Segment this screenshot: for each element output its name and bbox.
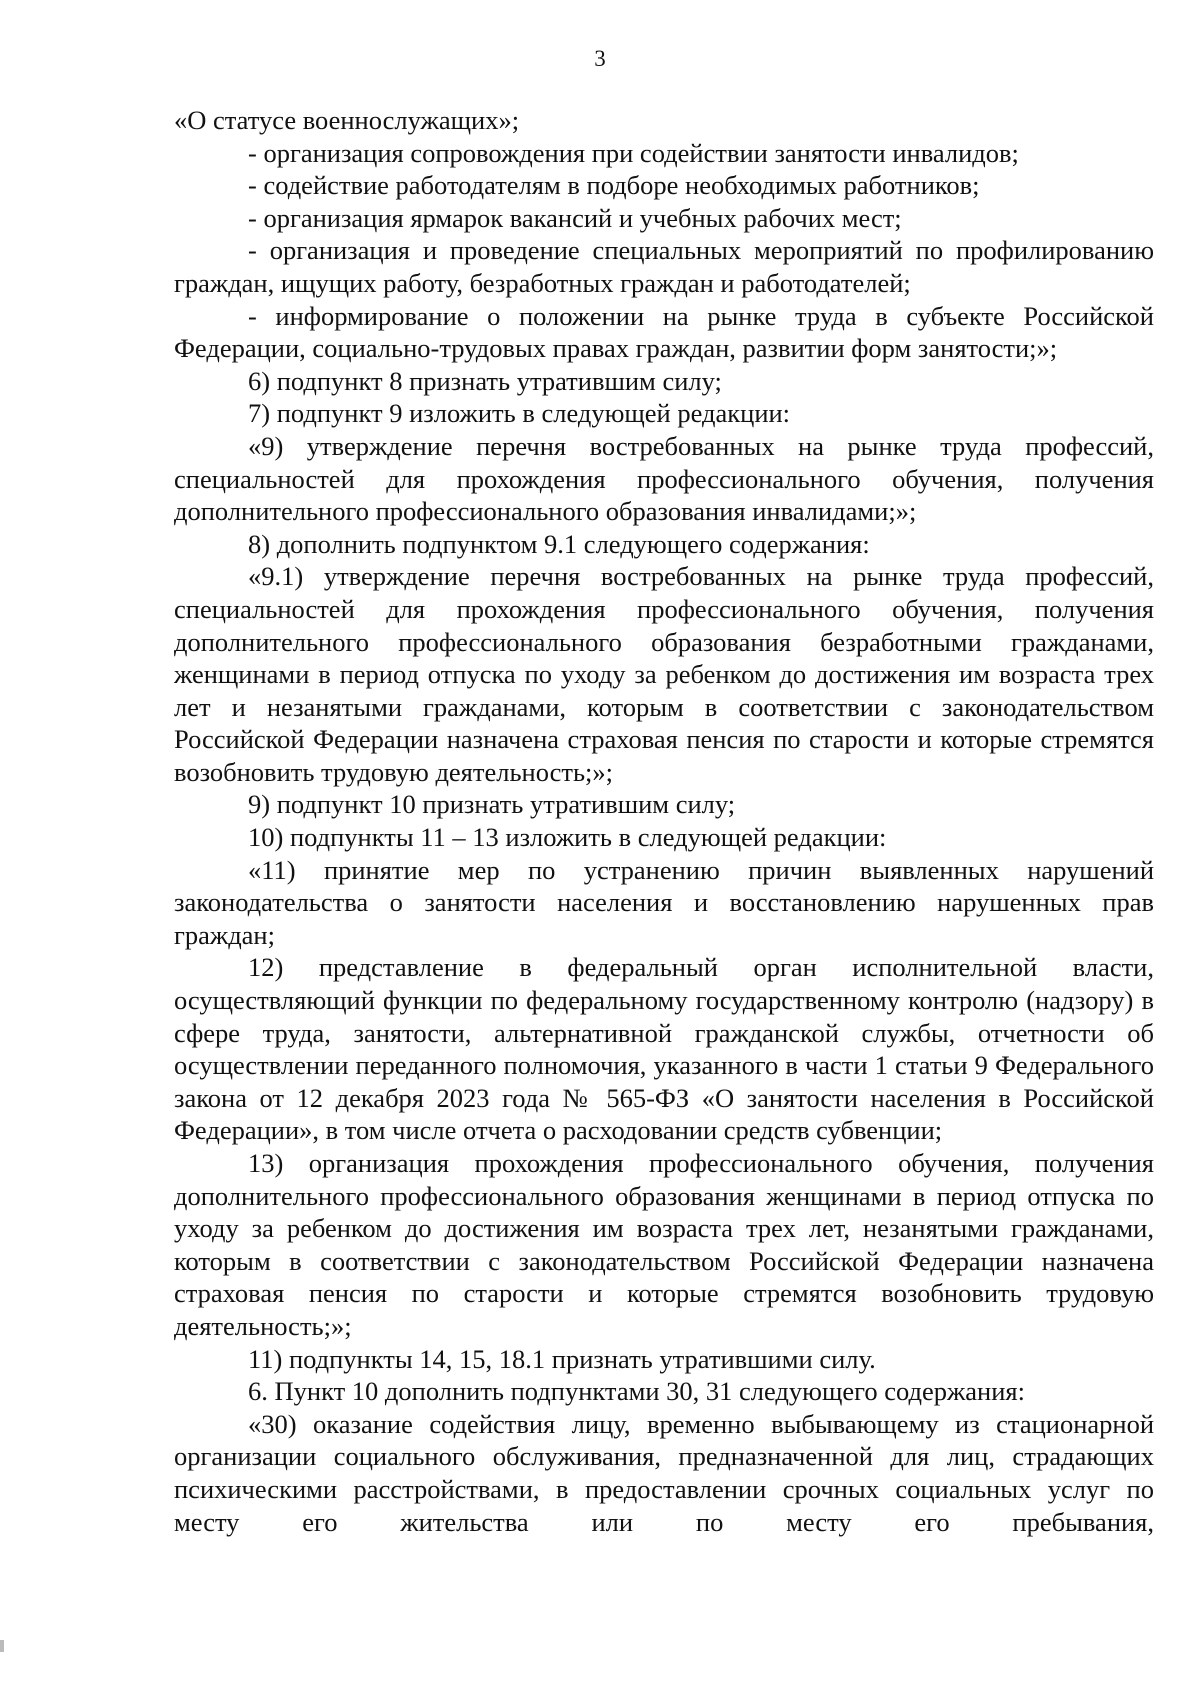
paragraph: 6) подпункт 8 признать утратившим силу; xyxy=(248,365,722,396)
page-number: 3 xyxy=(594,46,606,71)
paragraph: 6. Пункт 10 дополнить подпунктами 30, 31 следующего содержания: xyxy=(248,1376,1025,1407)
scan-edge-mark xyxy=(0,1640,4,1652)
paragraph: 10) подпункты 11 – 13 изложить в следующей редакции: xyxy=(248,822,887,853)
paragraph: 9) подпункт 10 признать утратившим силу; xyxy=(248,789,736,820)
paragraph: 7) подпункт 9 изложить в следующей редакции: xyxy=(248,398,791,429)
list-item: - организация сопровождения при содействии занятости инвалидов; xyxy=(248,137,1019,168)
paragraph: 8) дополнить подпунктом 9.1 следующего содержания: xyxy=(248,528,870,559)
list-item: - содействие работодателям в подборе необходимых работников; xyxy=(248,170,980,201)
paragraph: «11) принятие мер по устранению причин выявленных нарушений законодательства о занятости населения и восстановлению нарушенных прав граждан; xyxy=(174,854,1154,950)
list-item: - информирование о положении на рынке труда в субъекте Российской Федерации, социально-трудовых правах граждан, развитии форм занятости;»; xyxy=(174,300,1154,364)
list-item: - организация ярмарок вакансий и учебных рабочих мест; xyxy=(248,202,902,233)
paragraph: «9) утверждение перечня востребованных на рынке труда профессий, специальностей для прохождения профессионального обучения, получения дополнительного профессионального образования инвалидами;»; xyxy=(174,430,1154,527)
paragraph: «9.1) утверждение перечня востребованных на рынке труда профессий, специальностей для прохождения профессионального обучения, получения дополнительного профессионального образования безработными гражданами, женщинами в период отпуска по уходу за ребенком до достижения им возраста трех лет и незанятыми гражданами, которым в соответствии с законодательством Российской Федерации назначена страховая пенсия по старости и которые стремятся возобновить трудовую деятельность;»; xyxy=(174,561,1154,787)
paragraph: «30) оказание содействия лицу, временно выбывающему из стационарной организации социального обслуживания, предназначенной для лиц, страдающих психическими расстройствами, в предоставлении срочных социальных услуг по месту его жительства или по месту его пребывания, xyxy=(174,1408,1154,1537)
paragraph: 12) представление в федеральный орган исполнительной власти, осуществляющий функции по федеральному государственному контролю (надзору) в сфере труда, занятости, альтернативной гражданской службы, отчетности об осуществлении переданного полномочия, указанного в части 1 статьи 9 Федерального закона от 12 декабря 2023 года № 565-ФЗ «О занятости населения в Российской Федерации», в том числе отчета о расходовании средств субвенции; xyxy=(174,952,1154,1146)
paragraph: 11) подпункты 14, 15, 18.1 признать утратившими силу. xyxy=(248,1343,876,1374)
document-body xyxy=(174,104,1154,1538)
paragraph: «О статусе военнослужащих»; xyxy=(174,105,520,135)
list-item: - организация и проведение специальных мероприятий по профилированию граждан, ищущих работу, безработных граждан и работодателей; xyxy=(174,235,1154,298)
paragraph: 13) организация прохождения профессионального обучения, получения дополнительного профессионального образования женщинами в период отпуска по уходу за ребенком до достижения им возраста трех лет, незанятыми гражданами, которым в соответствии с законодательством Российской Федерации назначена страховая пенсия по старости и которые стремятся возобновить трудовую деятельность;»; xyxy=(174,1148,1154,1341)
